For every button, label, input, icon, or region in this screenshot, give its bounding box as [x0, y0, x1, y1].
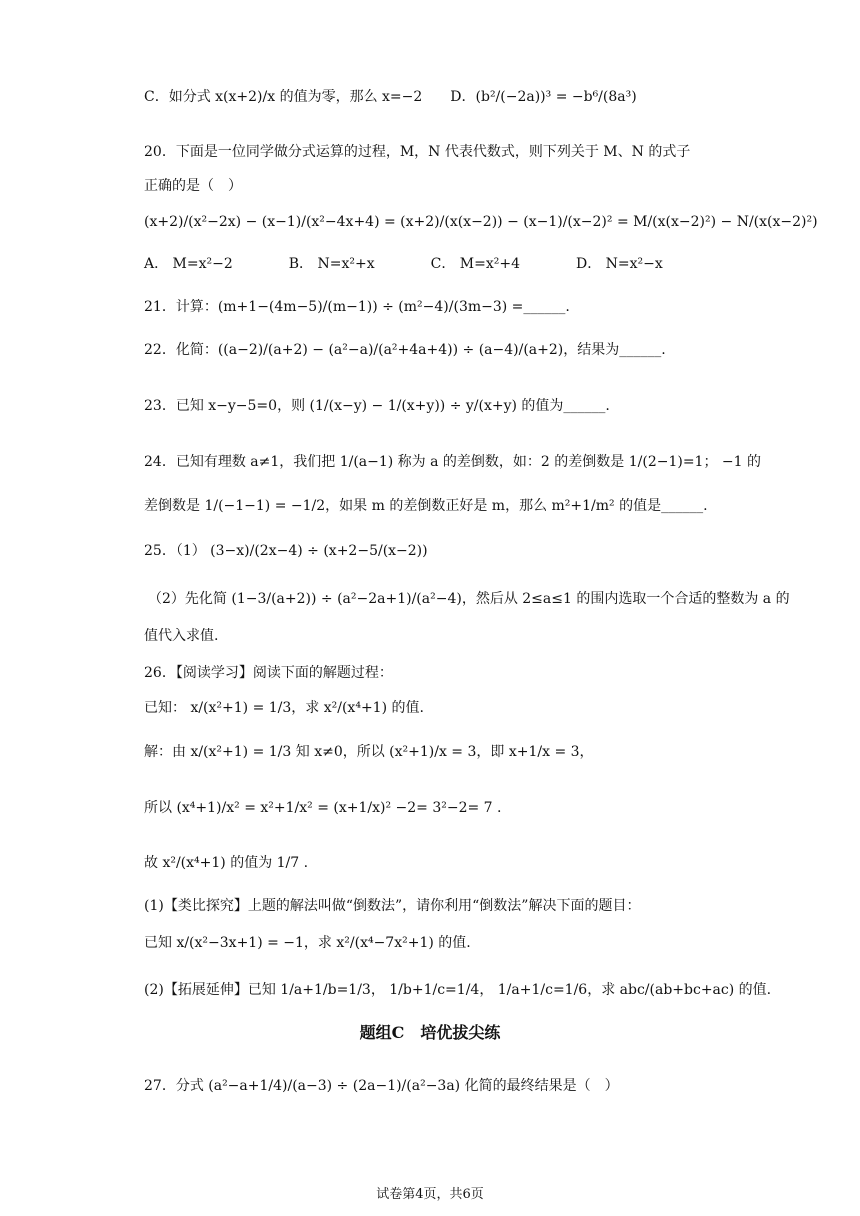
text-line: 24．已知有理数 a≠1，我们把 1/(a−1) 称为 a 的差倒数，如：2 的差倒数是 1/(2−1)=1； −1 的: [144, 454, 762, 470]
page-footer: 试卷第4页，共6页: [376, 1187, 484, 1202]
text-line: 差倒数是 1/(−1−1) = −1/2，如果 m 的差倒数正好是 m，那么 m²+1/m² 的值是______.: [144, 498, 708, 514]
text-line: 26．【阅读学习】阅读下面的解题过程：: [144, 665, 393, 681]
text-line: (2)【拓展延伸】已知 1/a+1/b=1/3， 1/b+1/c=1/4， 1/a+1/c=1/6，求 abc/(ab+bc+ac) 的值.: [144, 982, 772, 998]
text-line: 22．化简：((a−2)/(a+2) − (a²−a)/(a²+4a+4)) ÷ (a−4)/(a+2)，结果为______.: [144, 342, 666, 358]
text-line: 25．（1） (3−x)/(2x−4) ÷ (x+2−5/(x−2)): [144, 543, 428, 559]
text-line: (x+2)/(x²−2x) − (x−1)/(x²−4x+4) = (x+2)/(x(x−2)) − (x−1)/(x−2)² = M/(x(x−2)²) − N/(x(x−2)²): [144, 214, 818, 230]
text-line: 解：由 x/(x²+1) = 1/3 知 x≠0，所以 (x²+1)/x = 3，即 x+1/x = 3，: [144, 744, 594, 760]
text-line: 值代入求值.: [144, 628, 219, 644]
text-line: 23．已知 x−y−5=0，则 (1/(x−y) − 1/(x+y)) ÷ y/(x+y) 的值为______.: [144, 398, 610, 414]
text-line: 所以 (x⁴+1)/x² = x²+1/x² = (x+1/x)² −2= 3²−2= 7 .: [144, 800, 502, 816]
text-line: 故 x²/(x⁴+1) 的值为 1/7 .: [144, 855, 309, 871]
text-line: 已知： x/(x²+1) = 1/3，求 x²/(x⁴+1) 的值.: [144, 700, 424, 716]
text-line: 正确的是（ ）: [144, 178, 242, 194]
text-line: (1)【类比探究】上题的解法叫做“倒数法”，请你利用“倒数法”解决下面的题目：: [144, 898, 641, 914]
text-line: （2）先化简 (1−3/(a+2)) ÷ (a²−2a+1)/(a²−4)，然后从 2≤a≤1 的围内选取一个合适的整数为 a 的: [148, 591, 790, 607]
text-line: 27．分式 (a²−a+1/4)/(a−3) ÷ (2a−1)/(a²−3a) 化简的最终结果是（ ）: [144, 1078, 619, 1094]
text-line: 已知 x/(x²−3x+1) = −1，求 x²/(x⁴−7x²+1) 的值.: [144, 935, 471, 951]
text-line: 21．计算：(m+1−(4m−5)/(m−1)) ÷ (m²−4)/(3m−3) =______.: [144, 299, 570, 315]
text-line: C．如分式 x(x+2)/x 的值为零，那么 x=−2 D．(b²/(−2a))³ = −b⁶/(8a³): [144, 89, 637, 105]
text-line: A． M=x²−2 B． N=x²+x C． M=x²+4 D． N=x²−x: [144, 256, 663, 272]
section-heading: 题组C 培优拔尖练: [359, 1023, 501, 1042]
text-line: 20．下面是一位同学做分式运算的过程，M，N 代表代数式，则下列关于 M、N 的式子: [144, 144, 691, 160]
